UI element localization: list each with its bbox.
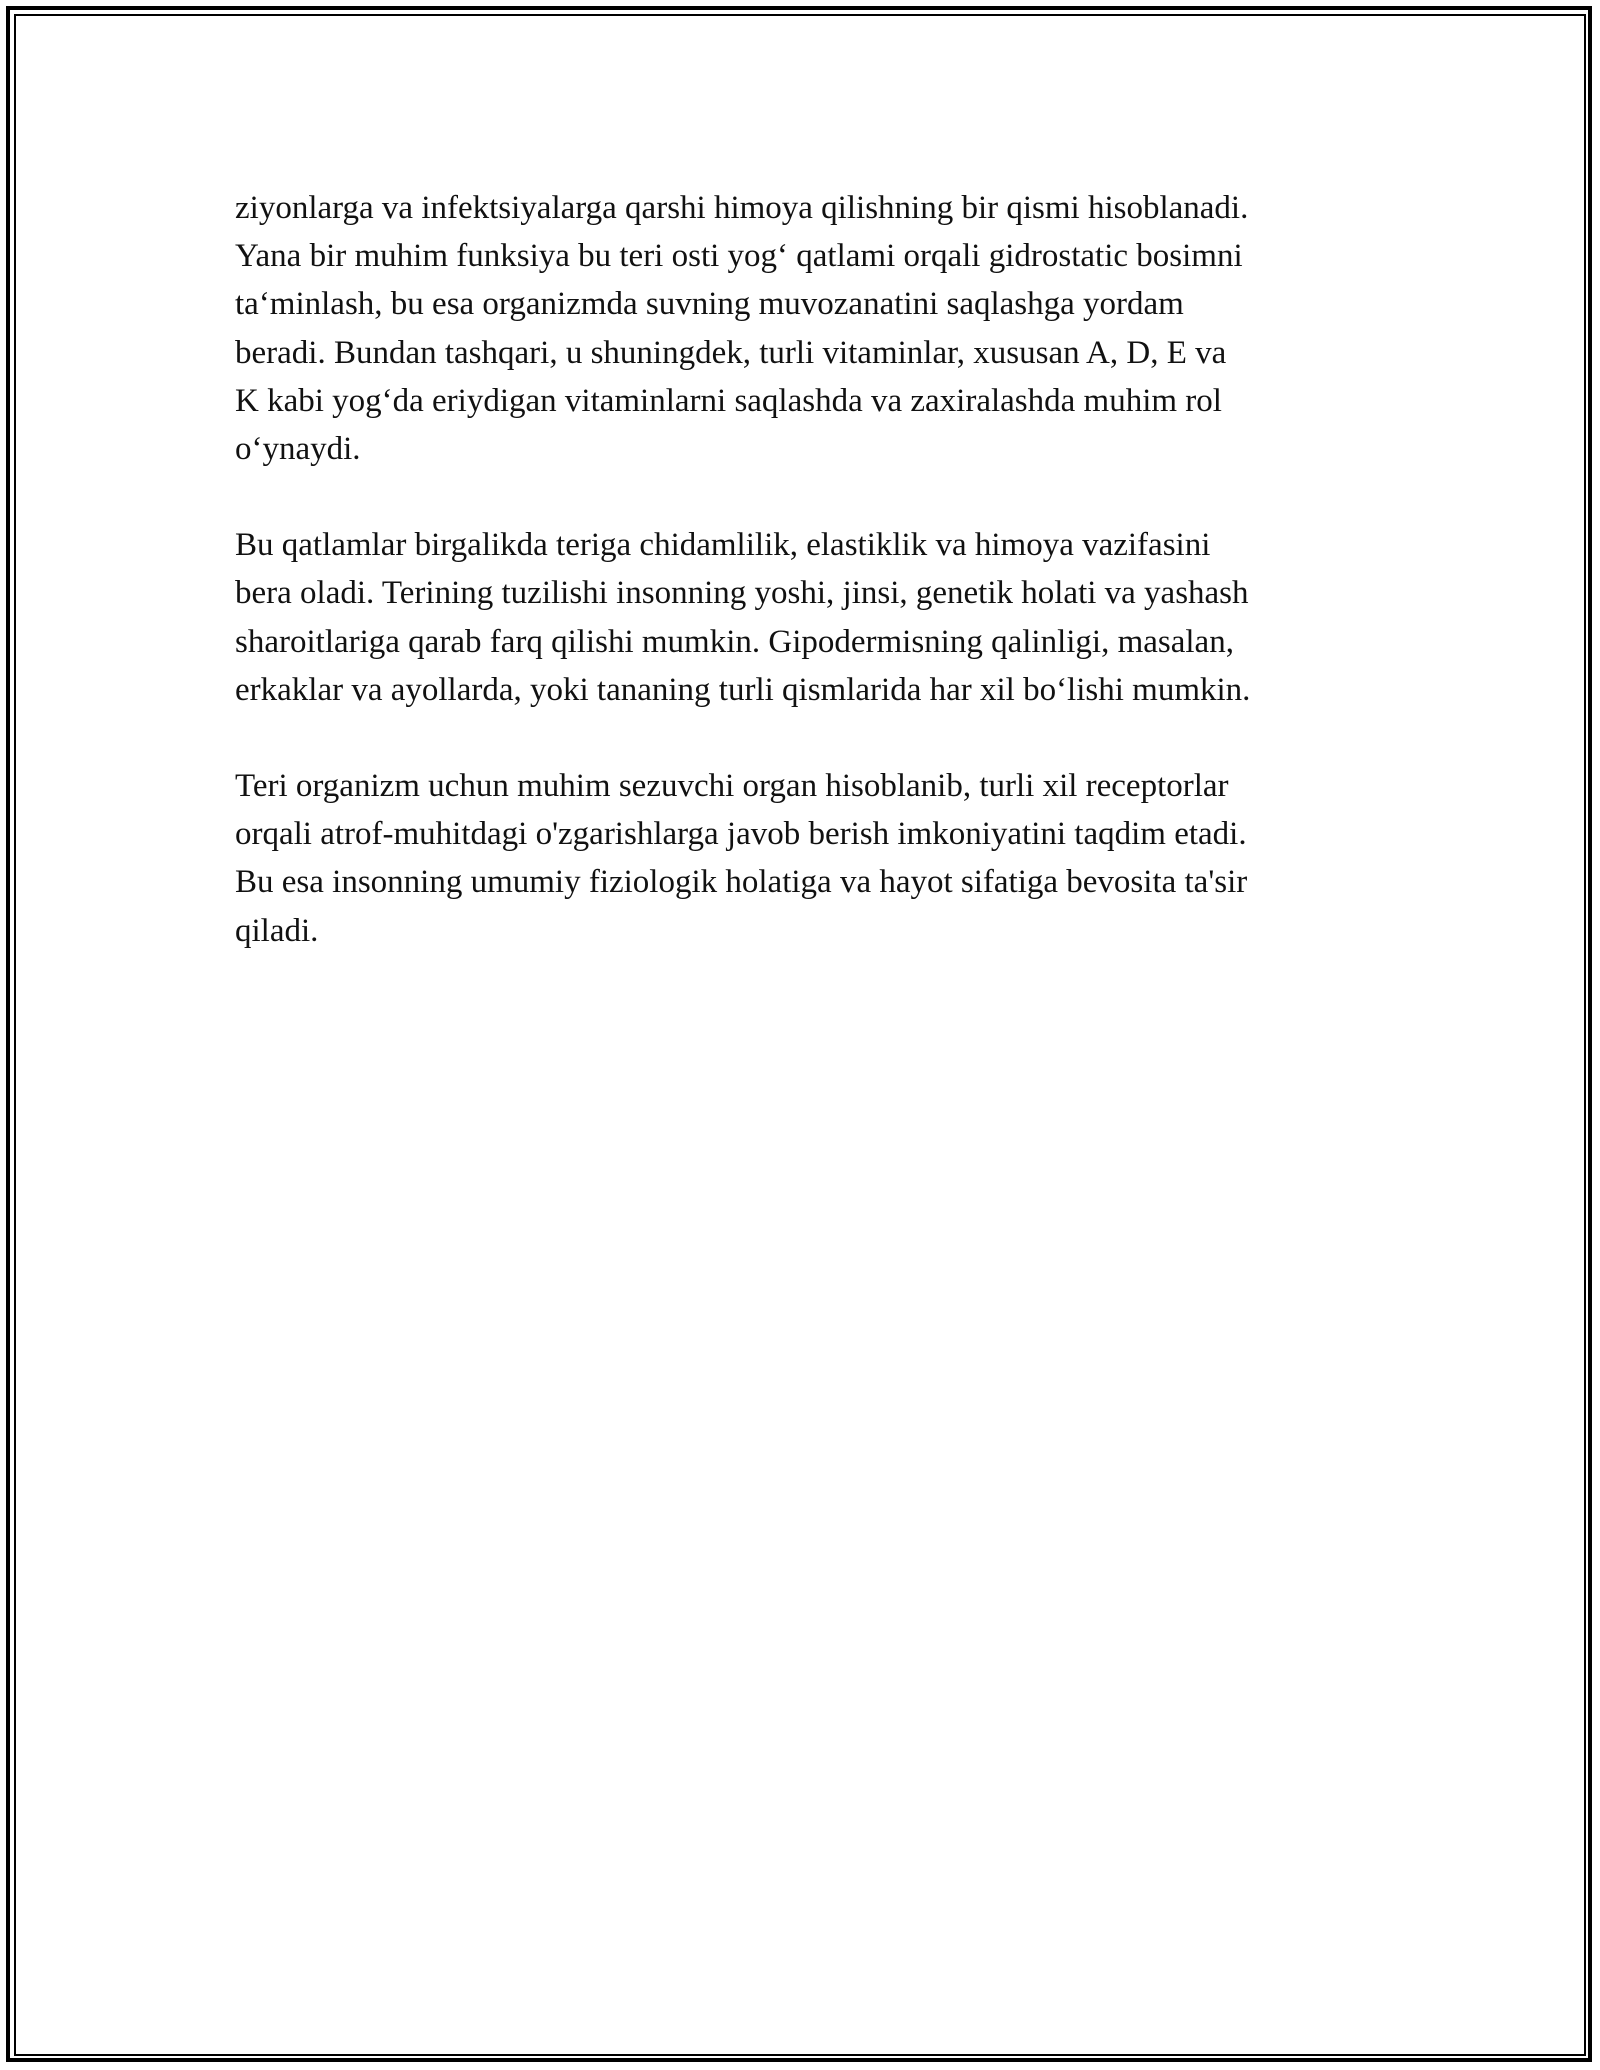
text-line: qiladi. bbox=[235, 912, 319, 949]
text-line: beradi. Bundan tashqari, u shuningdek, turli vitaminlar, xususan A, D, E va bbox=[235, 334, 1227, 371]
text-line: ta‘minlash, bu esa organizmda suvning muvozanatini saqlashga yordam bbox=[235, 286, 1184, 323]
text-line: o‘ynaydi. bbox=[235, 431, 361, 468]
paragraph-3 bbox=[235, 762, 1385, 955]
text-line: bera oladi. Terining tuzilishi insonning yoshi, jinsi, genetik holati va yashash bbox=[235, 575, 1249, 612]
paragraph-1 bbox=[235, 184, 1385, 473]
text-line: Teri organizm uchun muhim sezuvchi organ hisoblanib, turli xil receptorlar bbox=[235, 768, 1229, 805]
text-line: orqali atrof-muhitdagi o'zgarishlarga javob berish imkoniyatini taqdim etadi. bbox=[235, 816, 1247, 853]
text-line: sharoitlariga qarab farq qilishi mumkin. Gipodermisning qalinligi, masalan, bbox=[235, 623, 1234, 660]
text-line: erkaklar va ayollarda, yoki tananing turli qismlarida har xil bo‘lishi mumkin. bbox=[235, 671, 1251, 708]
text-line: Bu esa insonning umumiy fiziologik holatiga va hayot sifatiga bevosita ta'sir bbox=[235, 864, 1248, 901]
text-line: K kabi yog‘da eriydigan vitaminlarni saqlashda va zaxiralashda muhim rol bbox=[235, 382, 1222, 419]
text-line: Yana bir muhim funksiya bu teri osti yog‘ qatlami orqali gidrostatic bosimni bbox=[235, 238, 1243, 275]
text-line: Bu qatlamlar birgalikda teriga chidamlilik, elastiklik va himoya vazifasini bbox=[235, 527, 1211, 564]
text-line: ziyonlarga va infektsiyalarga qarshi himoya qilishning bir qismi hisoblanadi. bbox=[235, 190, 1249, 226]
paragraph-2 bbox=[235, 521, 1385, 714]
document-body bbox=[235, 184, 1385, 1003]
